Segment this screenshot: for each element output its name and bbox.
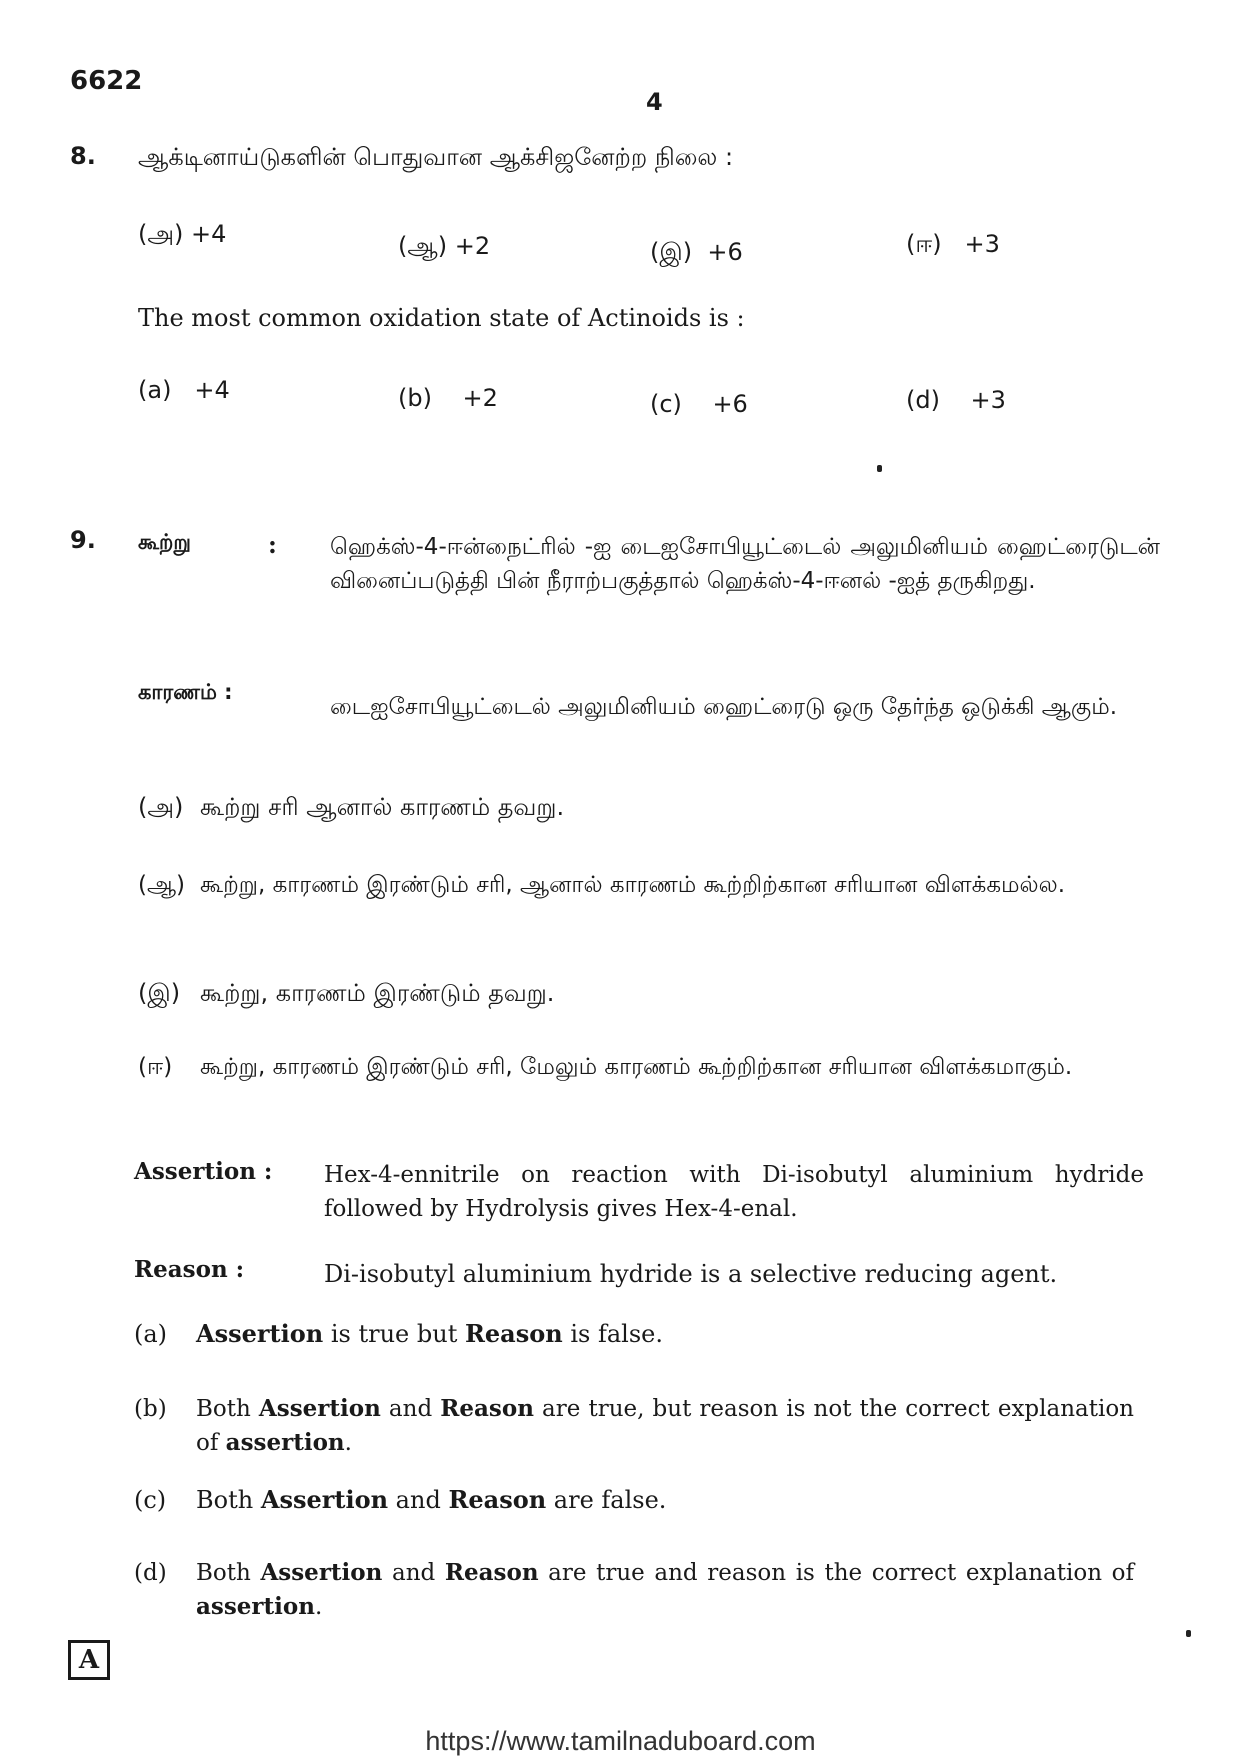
q9-tamil-option-1: (அ) கூற்று சரி ஆனால் காரணம் தவறு. — [138, 793, 565, 821]
tamil-assertion-colon: : — [268, 530, 277, 559]
scan-speck — [1186, 1630, 1191, 1637]
q9-english-option-c: (c) Both Assertion and Reason are false. — [134, 1485, 667, 1514]
scan-speck — [877, 465, 882, 472]
q8-tamil-option-4: (ஈ) +3 — [906, 230, 1000, 258]
q8-tamil-option-2: (ஆ) +2 — [398, 232, 491, 260]
question-8-english: The most common oxidation state of Actinoids is : — [138, 304, 745, 332]
question-8-tamil: ஆக்டினாய்டுகளின் பொதுவான ஆக்சிஜனேற்ற நிலை : — [138, 143, 734, 171]
paper-code: 6622 — [70, 66, 143, 96]
q9-tamil-option-4: (ஈ) கூற்று, காரணம் இரண்டும் சரி, மேலும் காரணம் கூற்றிற்கான சரியான விளக்கமாகும். — [138, 1054, 1073, 1080]
reason-label: Reason : — [134, 1256, 245, 1283]
assertion-text: Hex-4-ennitrile on reaction with Di-isobutyl aluminium hydride followed by Hydrolysis gives Hex-4-enal. — [324, 1162, 1144, 1222]
tamil-reason-text: டைஐசோபியூட்டைல் அலுமினியம் ஹைட்ரைடு ஒரு தேர்ந்த ஒடுக்கி ஆகும். — [330, 694, 1118, 720]
q9-english-option-d: (d) Both Assertion and Reason are true and reason is the correct explanation of assertion. — [134, 1559, 1135, 1620]
tamil-reason-label: காரணம் : — [138, 680, 233, 704]
footer-url[interactable]: https://www.tamilnaduboard.com — [425, 1726, 816, 1756]
q8-english-option-d: (d) +3 — [906, 386, 1006, 414]
assertion-label: Assertion : — [134, 1158, 273, 1185]
q9-tamil-option-3: (இ) கூற்று, காரணம் இரண்டும் தவறு. — [138, 979, 555, 1007]
q9-english-option-b: (b) Both Assertion and Reason are true, but reason is not the correct explanation of assertion. — [134, 1395, 1134, 1456]
question-9-number: 9. — [70, 526, 96, 554]
series-box: A — [68, 1640, 110, 1680]
q8-tamil-option-3: (இ) +6 — [650, 238, 743, 266]
q9-tamil-option-2: (ஆ) கூற்று, காரணம் இரண்டும் சரி, ஆனால் காரணம் கூற்றிற்கான சரியான விளக்கமல்ல. — [138, 872, 1066, 898]
q9-english-option-a: (a) Assertion is true but Reason is false. — [134, 1319, 663, 1348]
question-8-number: 8. — [70, 142, 96, 170]
q8-english-option-a: (a) +4 — [138, 376, 230, 404]
reason-text: Di-isobutyl aluminium hydride is a selective reducing agent. — [324, 1260, 1058, 1288]
tamil-assertion-text: ஹெக்ஸ்-4-ஈன்நைட்ரில் -ஐ டைஐசோபியூட்டைல் அலுமினியம் ஹைட்ரைடுடன் வினைப்படுத்தி பின் நீராற்பகுத்தால் ஹெக்ஸ்-4-ஈனல் -ஐத் தருகிறது. — [330, 534, 1160, 594]
q8-tamil-option-1: (அ) +4 — [138, 220, 227, 248]
page-number: 4 — [646, 88, 663, 116]
tamil-assertion-label: கூற்று — [138, 530, 191, 554]
q8-english-option-c: (c) +6 — [650, 390, 748, 418]
q8-english-option-b: (b) +2 — [398, 384, 498, 412]
